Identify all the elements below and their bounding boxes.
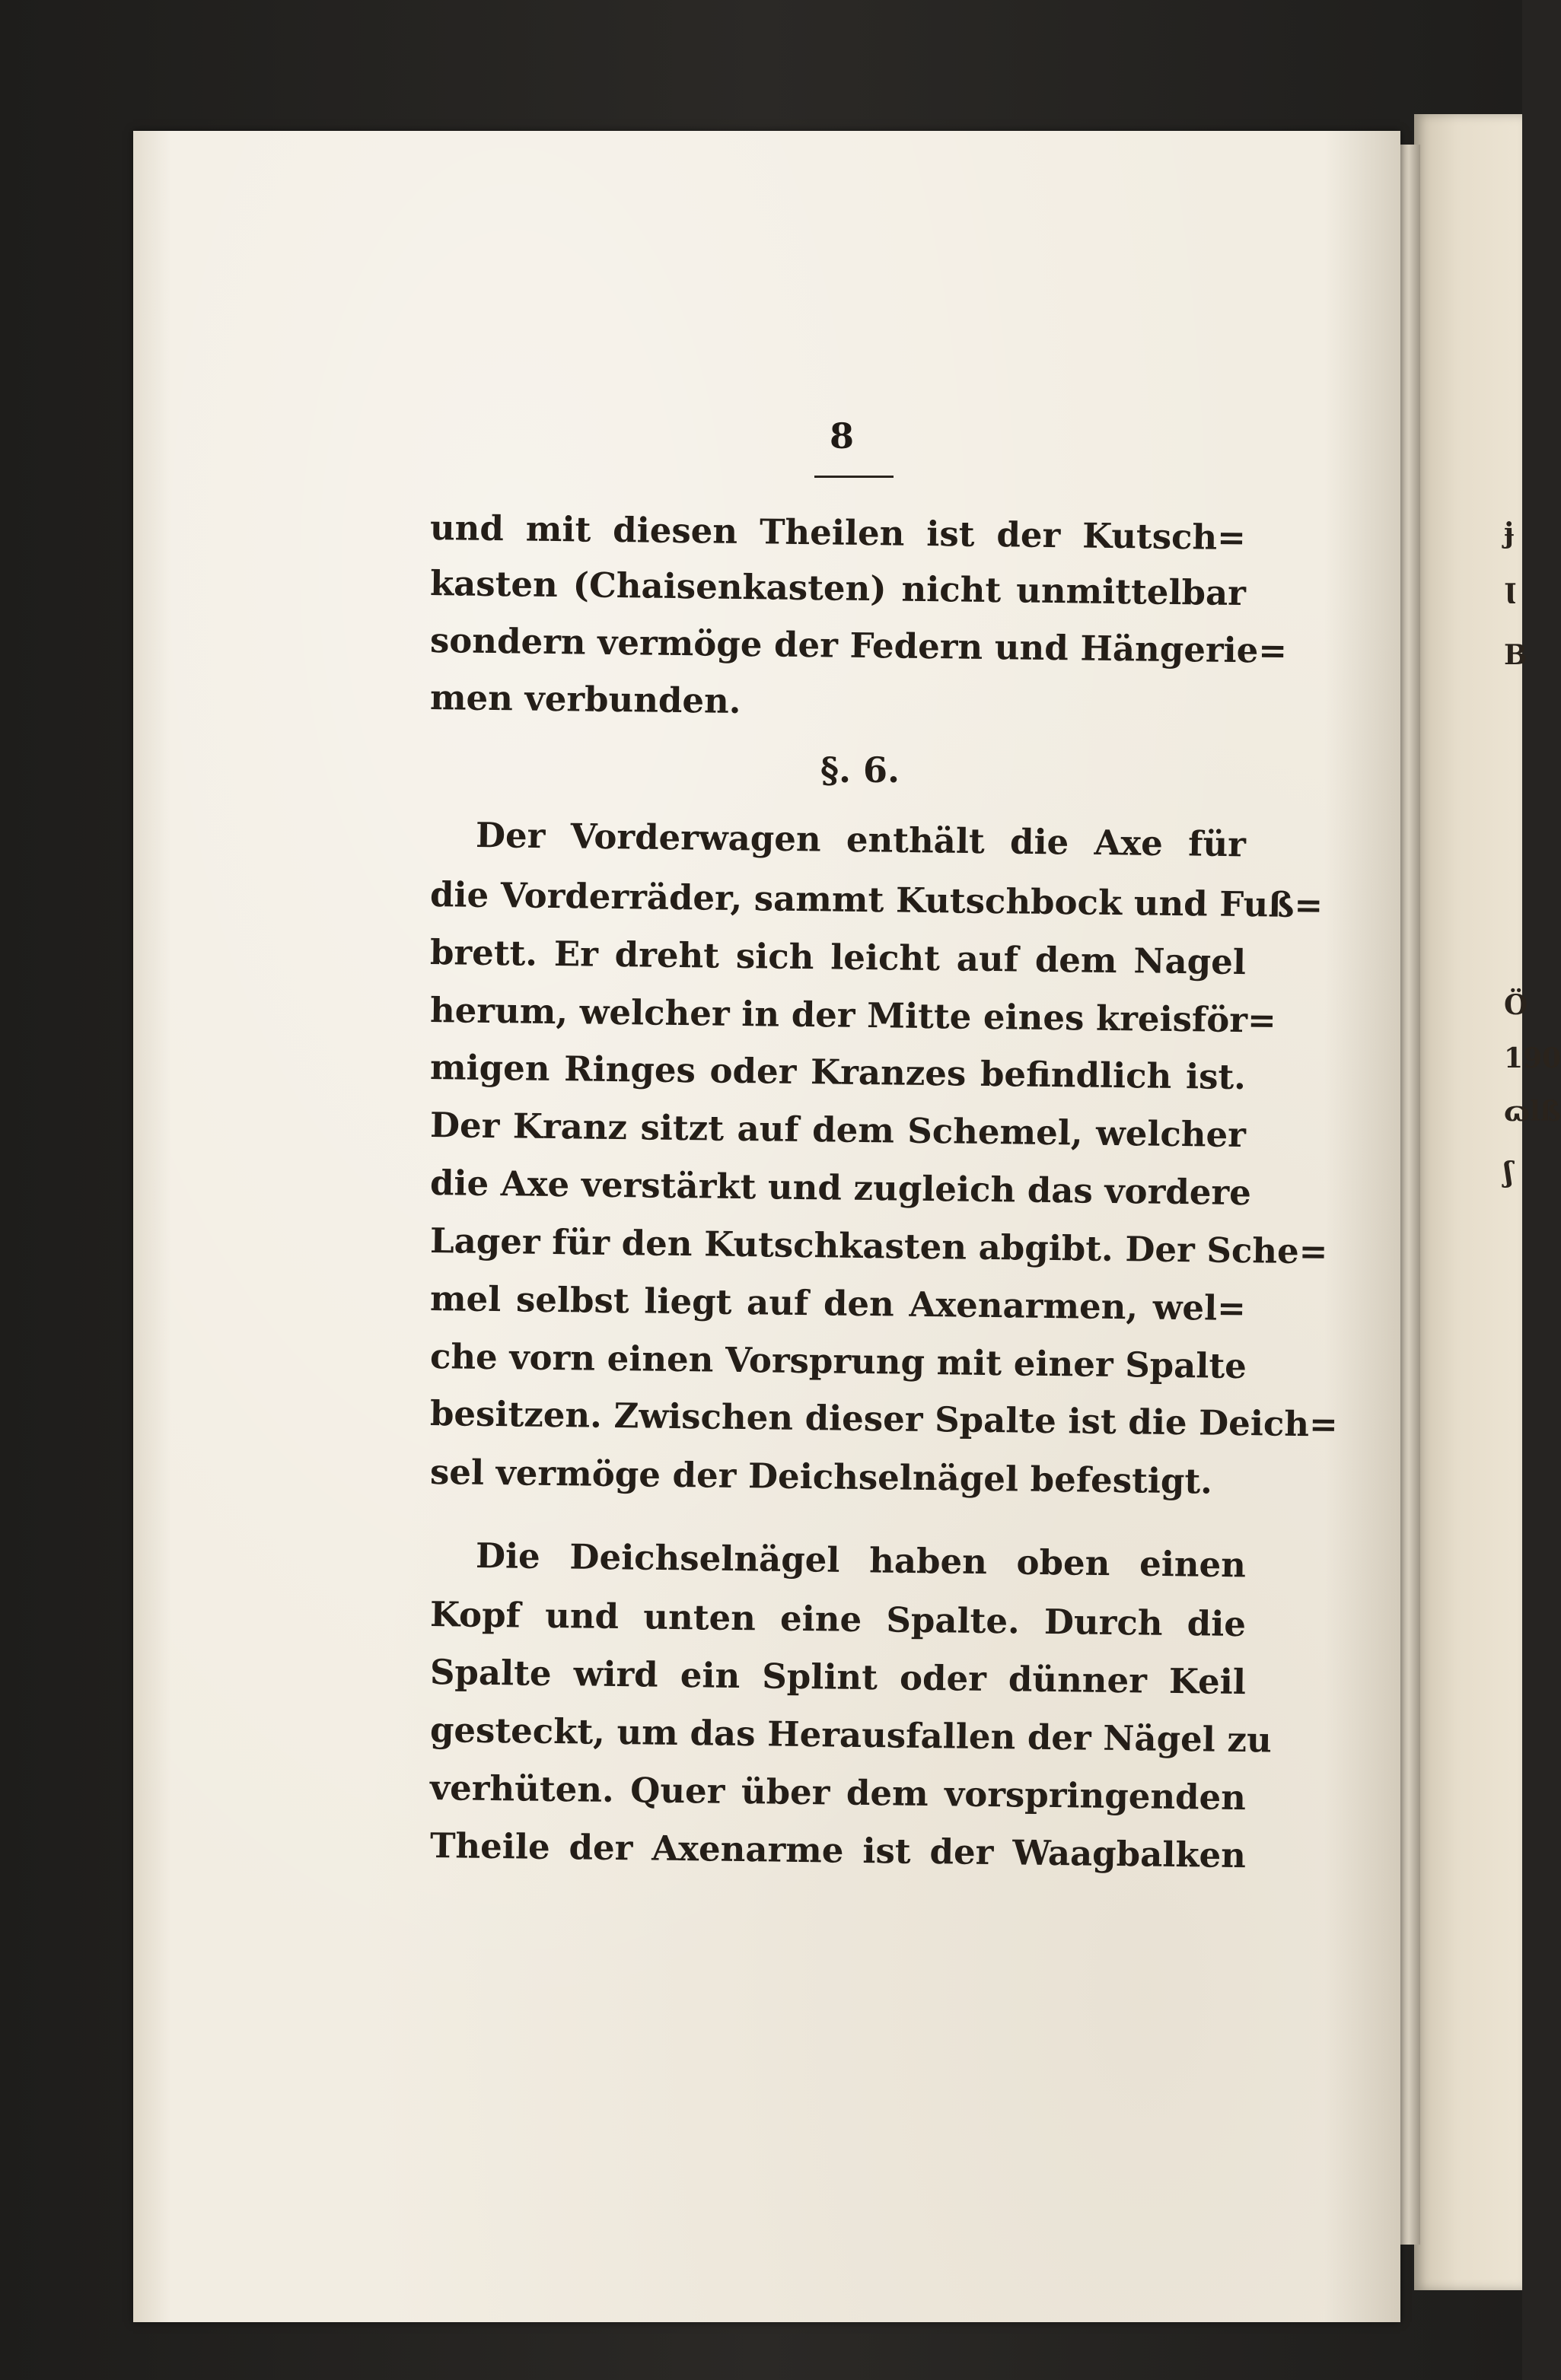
text-line: gesteckt, um das Herausfallen der Nägel zu [429, 1710, 1273, 1761]
text-line: Der Vorderwagen enthält die Axe für [475, 815, 1247, 865]
text-line: besitzen. Zwischen dieser Spalte ist die Deich= [429, 1393, 1339, 1445]
text-line: Lager für den Kutschkasten abgibt. Der Sche= [429, 1220, 1328, 1272]
adjacent-page-fragment: B [1504, 639, 1528, 671]
page-edge-stack [1397, 145, 1420, 2245]
page-number: 8 [829, 415, 854, 457]
text-line: Die Deichselnägel haben oben einen [475, 1535, 1247, 1586]
header-rule [814, 476, 894, 478]
adjacent-page-fragment: Ӧ [1504, 989, 1528, 1021]
text-line: Spalte wird ein Splint oder dünner Keil [429, 1652, 1247, 1703]
text-line: verhüten. Quer über dem vorspringenden [429, 1768, 1247, 1818]
text-line: Theile der Axenarme ist der Waagbalken [429, 1825, 1247, 1876]
adjacent-page-fragment: Ɩ [1504, 578, 1517, 610]
text-line: kasten (Chaisenkasten) nicht unmittelbar [429, 563, 1247, 614]
text-line: sel vermöge der Deichselnägel befestigt. [429, 1452, 1213, 1502]
adjacent-page-fragment: ɷlß [1504, 1096, 1561, 1128]
text-line: Der Kranz sitzt auf dem Schemel, welcher [429, 1105, 1247, 1156]
adjacent-page-fragment: ʃ [1504, 1157, 1513, 1188]
text-line: herum, welcher in der Mitte eines kreisför= [429, 990, 1277, 1041]
text-line: sondern vermöge der Federn und Hängerie= [429, 620, 1288, 671]
text-line: die Axe verstärkt und zugleich das vordere [429, 1163, 1252, 1214]
adjacent-page-fragment: ɉ [1504, 517, 1515, 549]
text-line: migen Ringes oder Kranzes befindlich ist. [429, 1047, 1247, 1098]
text-line: che vorn einen Vorsprung mit einer Spalte [429, 1336, 1247, 1387]
adjacent-page-edge [1414, 114, 1561, 2290]
adjacent-page-fragment: 190 [1504, 1042, 1561, 1074]
text-line: Kopf und unten eine Spalte. Durch die [429, 1594, 1247, 1645]
text-line: die Vorderräder, sammt Kutschbock und Fuß= [429, 874, 1324, 926]
text-line: men verbunden. [429, 677, 741, 721]
section-heading: §. 6. [820, 749, 900, 791]
text-line: mel selbst liegt auf den Axenarmen, wel= [429, 1278, 1247, 1329]
text-line: und mit diesen Theilen ist der Kutsch= [429, 508, 1247, 558]
text-line: brett. Er dreht sich leicht auf dem Nagel [429, 932, 1247, 983]
